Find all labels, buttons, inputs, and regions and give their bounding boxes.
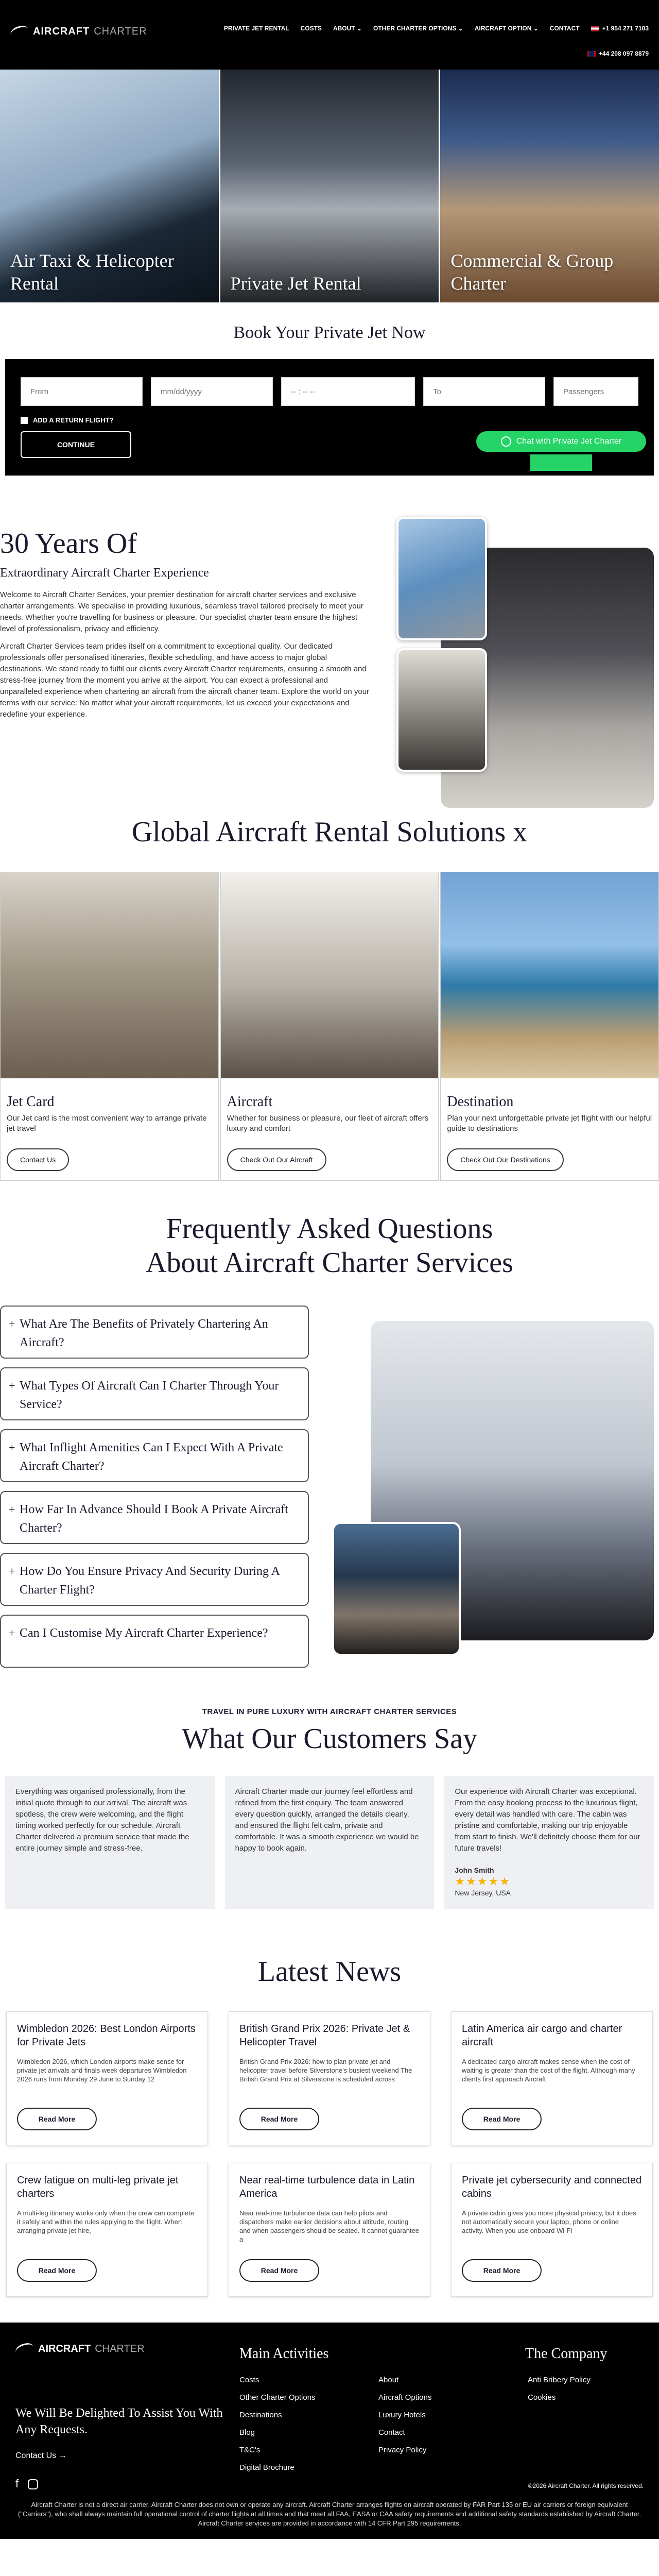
rating-stars-icon: ★★★★★	[455, 1875, 511, 1888]
news-card	[451, 2011, 653, 2145]
testimonial-card	[225, 1776, 435, 1909]
news-excerpt: A dedicated cargo aircraft makes sense when the cost of waiting is greater than the cost of the flight. Although many clients first approach Aircraft	[462, 2058, 635, 2083]
footer-link[interactable]: Destinations	[239, 2411, 282, 2419]
hero-caption: Private Jet Rental	[230, 273, 361, 294]
footer-col-3	[528, 2371, 591, 2406]
hero-tile-private-jet[interactable]	[220, 70, 439, 302]
footer	[0, 2323, 659, 2539]
card-title: Aircraft	[227, 1094, 273, 1110]
check-destinations-button[interactable]: Check Out Our Destinations	[447, 1148, 563, 1171]
footer-logo[interactable]	[15, 2343, 145, 2355]
whatsapp-label: Chat with Private Jet Charter	[516, 437, 622, 446]
faq-title: Frequently Asked Questions About Aircraft Charter Services	[146, 1213, 513, 1279]
booking-title: Book Your Private Jet Now	[233, 323, 426, 342]
news-title[interactable]: British Grand Prix 2026: Private Jet & Helicopter Travel	[239, 2023, 410, 2048]
footer-link[interactable]: Blog	[239, 2428, 255, 2437]
news-title[interactable]: Latin America air cargo and charter aircraft	[462, 2023, 622, 2048]
hero-tiles	[0, 70, 659, 302]
footer-link[interactable]: Anti Bribery Policy	[528, 2376, 591, 2384]
return-label: ADD A RETURN FLIGHT?	[33, 416, 114, 424]
footer-link[interactable]: Aircraft Options	[378, 2393, 432, 2402]
testimonial-author: John Smith	[455, 1866, 494, 1874]
news-excerpt: A private cabin gives you more physical privacy, but it does not automatically secure your laptop, phone or online activity. When you use onboard Wi-Fi	[462, 2209, 636, 2234]
propeller-image	[396, 517, 487, 640]
card-text: Our Jet card is the most convenient way to arrange private jet travel	[7, 1114, 207, 1133]
news-excerpt: Near real-time turbulence data can help pilots and dispatchers make earlier decisions about altitude, routing and when passengers should be seated. It cannot guarantee a	[239, 2209, 420, 2243]
testimonial-text: Our experience with Aircraft Charter was exceptional. From the easy booking process to the luxurious flight, every detail was handled with care. The cabin was pristine and comfortable, making our trip enjoyable from start to finish. We'll definitely choose them for our future travels!	[455, 1787, 640, 1853]
faq-section	[0, 1306, 659, 1684]
logo-light: CHARTER	[94, 26, 147, 37]
check-aircraft-button[interactable]: Check Out Our Aircraft	[227, 1148, 326, 1171]
phone-us-text: +1 954 271 7103	[602, 25, 649, 32]
hero-caption: Air Taxi & Helicopter Rental	[10, 250, 174, 294]
company-title: The Company	[525, 2346, 608, 2362]
footer-col-2	[378, 2371, 431, 2459]
logo-bold: AIRCRAFT	[33, 26, 90, 37]
hero-tile-commercial[interactable]	[440, 70, 659, 302]
testimonials-kicker: TRAVEL IN PURE LUXURY WITH AIRCRAFT CHARTER SERVICES	[202, 1707, 457, 1716]
footer-link[interactable]: Contact	[378, 2428, 405, 2437]
about-paragraph: Welcome to Aircraft Charter Services, your premier destination for aircraft charter services and exclusive charter arrangements. We specialise in providing luxurious, seamless travel tailored precisely to meet your needs. Whether you're travelling for business or pleasure. Our specialist charter team ensure the highest level of professionalism, privacy and efficiency.	[0, 590, 363, 633]
hero-caption: Commercial & Group Charter	[450, 250, 614, 294]
menu-costs[interactable]: COSTS	[300, 25, 322, 32]
news-card	[229, 2011, 430, 2145]
faq-question[interactable]: + How Far In Advance Should I Book A Private Aircraft Charter?	[0, 1491, 309, 1544]
faq-question[interactable]: + How Do You Ensure Privacy And Security During A Charter Flight?	[0, 1553, 309, 1606]
facebook-icon[interactable]: f	[15, 2477, 19, 2490]
card-destination	[440, 872, 659, 1181]
return-checkbox[interactable]	[21, 417, 28, 424]
from-input[interactable]	[21, 377, 143, 406]
to-input[interactable]	[423, 377, 545, 406]
footer-link[interactable]: Digital Brochure	[239, 2463, 294, 2472]
faq-question[interactable]: + What Types Of Aircraft Can I Charter Through Your Service?	[0, 1367, 309, 1420]
read-more-button[interactable]: Read More	[17, 2108, 97, 2130]
read-more-button[interactable]: Read More	[462, 2108, 542, 2130]
menu-contact[interactable]: CONTACT	[549, 25, 580, 32]
testimonials-title: What Our Customers Say	[182, 1723, 477, 1755]
testimonial-text: Everything was organised professionally, from the initial quote through to our arrival. The aircraft was spotless, the crew were welcoming, and the flight timing worked perfectly for our schedule. Aircraft Charter delivered a premium service that made the entire journey simple and stress-free.	[15, 1787, 189, 1853]
date-input[interactable]	[151, 377, 273, 406]
read-more-button[interactable]: Read More	[239, 2259, 319, 2282]
social-links	[15, 2477, 38, 2490]
hero-tile-helicopter[interactable]	[0, 70, 219, 302]
news-excerpt: British Grand Prix 2026: how to plan private jet and helicopter travel before Silverstone's busiest weekend The British Grand Prix at Silverstone is scheduled across	[239, 2058, 412, 2083]
footer-link[interactable]: Cookies	[528, 2393, 556, 2402]
group-selfie-image	[332, 1522, 461, 1656]
logo-light: CHARTER	[95, 2343, 145, 2354]
service-cards	[0, 872, 659, 1181]
time-input[interactable]	[281, 377, 415, 406]
news-card	[229, 2163, 430, 2297]
read-more-button[interactable]: Read More	[462, 2259, 542, 2282]
us-flag-icon	[591, 26, 599, 31]
card-image	[1, 872, 218, 1078]
copyright: ©2026 Aircraft Charter. All rights reserved.	[528, 2482, 644, 2489]
menu-aircraft-option[interactable]: AIRCRAFT OPTION ⌄	[474, 25, 539, 32]
about-paragraph: Aircraft Charter Services team prides itself on a commitment to exceptional quality. Our dedicated professionals offer personalised itineraries, flexible scheduling, and have access to major global destinations. We stand ready to fulfil our clients every Aircraft Charter requirements, ensuring a smooth and stress-free journey from the moment you arrive at the airport. You can expect a professional and unparalleled experience when chartering an aircraft from the aircraft charter team. Explore the world on your terms with our service: No matter what your aircraft requirements, let us exceed your expectations and redefine your experience.	[0, 642, 370, 719]
testimonial-location: New Jersey, USA	[455, 1889, 511, 1897]
footer-link[interactable]: Luxury Hotels	[378, 2411, 426, 2419]
global-title: Global Aircraft Rental Solutions x	[131, 816, 528, 848]
whatsapp-icon	[501, 436, 511, 447]
footer-link[interactable]: Privacy Policy	[378, 2446, 427, 2454]
logo-bold: AIRCRAFT	[38, 2343, 91, 2354]
return-flight-option[interactable]	[21, 416, 638, 424]
card-image	[221, 872, 439, 1078]
footer-link[interactable]: About	[378, 2376, 399, 2384]
passengers-input[interactable]	[553, 377, 638, 406]
about-subheading: Extraordinary Aircraft Charter Experience	[0, 566, 209, 580]
footer-tagline: We Will Be Delighted To Assist You With Any Requests.	[15, 2406, 223, 2436]
read-more-button[interactable]: Read More	[17, 2259, 97, 2282]
news-title: Latest News	[257, 1956, 402, 1988]
phone-uk-text: +44 208 097 8879	[598, 50, 649, 57]
faq-question[interactable]: + What Inflight Amenities Can I Expect With A Private Aircraft Charter?	[0, 1429, 309, 1482]
footer-contact-link[interactable]: Contact Us →	[15, 2451, 67, 2460]
phone-us[interactable]	[591, 25, 649, 32]
testimonial-card	[444, 1776, 654, 1909]
about-heading: 30 Years Of	[0, 528, 137, 560]
footer-link[interactable]: T&C's	[239, 2446, 261, 2454]
card-title: Jet Card	[7, 1094, 55, 1110]
news-title[interactable]: Crew fatigue on multi-leg private jet charters	[17, 2175, 179, 2199]
news-title[interactable]: Near real-time turbulence data in Latin America	[239, 2175, 415, 2199]
card-jet-card	[0, 872, 219, 1181]
faq-question[interactable]: + What Are The Benefits of Privately Chartering An Aircraft?	[0, 1306, 309, 1359]
phones	[587, 49, 649, 61]
menu-about[interactable]: ABOUT ⌄	[333, 25, 362, 32]
news-card	[6, 2011, 208, 2145]
card-image	[441, 872, 658, 1078]
disclaimer: Aircraft Charter is not a direct air carrier. Aircraft Charter does not own or operate any aircraft. Aircraft Charter arranges flights on aircraft operated by FAR Part 135 or EU air carriers or foreign equivalent ("Carriers"), who shall always maintain full operational control of charter flights at all times and that meet all FAA, EASA or CAA safety requirements and additional safety standards established by Aircraft Charter. Aircraft Charter services are provided in accordance with 14 CFR Part 295 requirements.	[18, 2501, 641, 2527]
logo-swoosh-icon	[9, 23, 30, 40]
footer-link[interactable]: Costs	[239, 2376, 259, 2384]
instagram-icon[interactable]	[28, 2479, 38, 2489]
booking-form	[5, 359, 654, 476]
whatsapp-button-backdrop	[530, 454, 592, 471]
faq-question[interactable]: + Can I Customise My Aircraft Charter Experience?	[0, 1615, 309, 1668]
menu-other-charter-options[interactable]: OTHER CHARTER OPTIONS ⌄	[373, 25, 463, 32]
whatsapp-chat-button[interactable]	[476, 431, 646, 452]
main-menu	[224, 25, 649, 32]
testimonials	[0, 1776, 659, 1909]
testimonial-text: Aircraft Charter made our journey feel effortless and refined from the first enquiry. The team answered every question quickly, arranged the details clearly, and ensured the flight felt calm, private and comfortable. It was a smooth experience we would be happy to book again.	[235, 1787, 419, 1853]
news-excerpt: Wimbledon 2026, which London airports make sense for private jet arrivals and finals week departures Wimbledon 2026 runs from Monday 29 June to Sunday 12	[17, 2058, 187, 2083]
uk-flag-icon	[587, 51, 596, 57]
card-title: Destination	[447, 1094, 514, 1110]
news-title[interactable]: Private jet cybersecurity and connected cabins	[462, 2175, 642, 2199]
logo-swoosh-icon	[14, 2341, 35, 2357]
news-excerpt: A multi-leg itinerary works only when the crew can complete it safely and within the rules applying to the flight. When arranging private jet hire,	[17, 2209, 194, 2234]
testimonial-card	[5, 1776, 215, 1909]
footer-col-1	[239, 2371, 316, 2477]
news-card	[451, 2163, 653, 2297]
about-section	[0, 506, 659, 769]
continue-button[interactable]: CONTINUE	[21, 431, 131, 458]
menu-private-jet-rental[interactable]: PRIVATE JET RENTAL	[223, 25, 289, 32]
jet-cabin-image	[396, 648, 487, 772]
footer-link[interactable]: Other Charter Options	[239, 2393, 316, 2402]
header	[0, 0, 659, 70]
news-title[interactable]: Wimbledon 2026: Best London Airports for Private Jets	[17, 2023, 196, 2048]
logo[interactable]	[10, 26, 147, 38]
card-text: Plan your next unforgettable private jet flight with our helpful guide to destinations	[447, 1114, 652, 1133]
main-activities-title: Main Activities	[239, 2346, 329, 2362]
contact-us-button[interactable]: Contact Us	[7, 1148, 69, 1171]
about-text	[0, 527, 371, 726]
card-text: Whether for business or pleasure, our fleet of aircraft offers luxury and comfort	[227, 1114, 429, 1133]
news-grid	[0, 1988, 659, 2297]
read-more-button[interactable]: Read More	[239, 2108, 319, 2130]
news-card	[6, 2163, 208, 2297]
card-aircraft	[220, 872, 439, 1181]
phone-uk[interactable]	[587, 49, 649, 58]
